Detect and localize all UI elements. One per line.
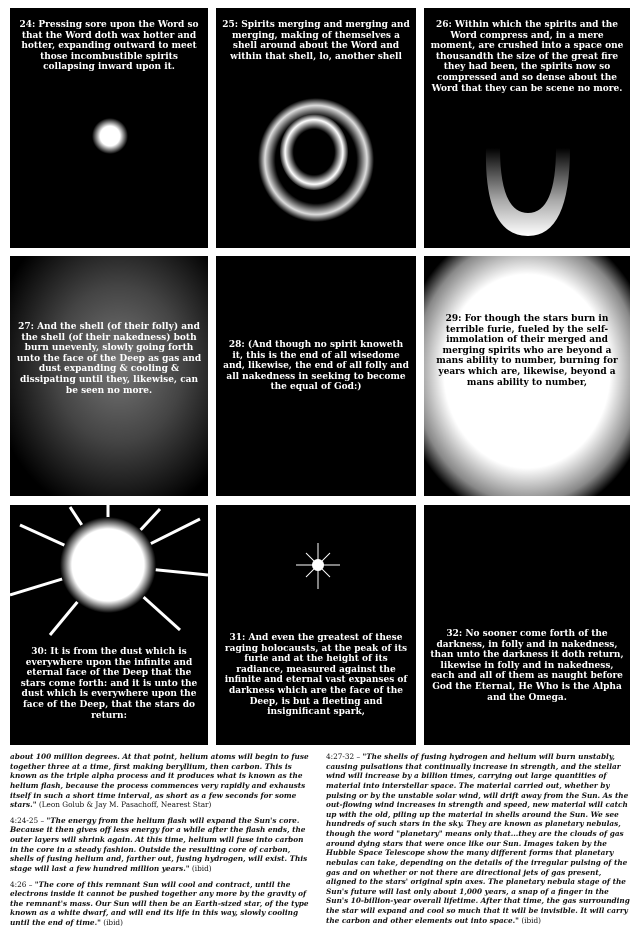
panel-31 xyxy=(216,505,416,745)
footnote-citation: (ibid) xyxy=(521,915,542,925)
panel-26-caption: 26: Within which the spirits and the Word compress and, in a mere moment, are crushed into a space one thousandth the size of the great fire they had been, the spirits now so compressed and so dense about the Word that they can be scene no more. xyxy=(430,20,624,94)
panel-31-caption: 31: And even the greatest of these raging holocausts, at the peak of its furie and at the height of its radiance, measured against the infinite and eternal vast expanses of darkness which are the face of the Deep, is but a fleeting and insignificant spark, xyxy=(224,633,408,718)
panel-27-caption: 27: And the shell (of their folly) and the shell (of their nakedness) both burn unevenly, slowly going forth unto the face of the Deep as gas and dust expanding & cooling & dissipating until they, likewise, can be seen no more. xyxy=(16,322,202,396)
panel-32-caption: 32: No sooner come forth of the darkness, in folly and in nakedness, than unto the darkness it doth return, likewise in folly and in nakedness, each and all of them as naught before God the Eternal, He Who is the Alpha and the Omega. xyxy=(430,629,624,703)
footnotes-left-column xyxy=(10,752,310,934)
panel-26 xyxy=(424,8,630,248)
panel-25-caption: 25: Spirits merging and merging and merging, making of themselves a shell around about the Word and within that shell, lo, another shell xyxy=(222,20,410,62)
footnote-text: "The core of this remnant Sun will cool and contract, until the electrons inside it cannot be pushed together any more by the gravity of the remnant's mass. Our Sun will then be an Earth-sized star, of the type known as a white dwarf, and will end its life in this way, slowly cooling until the end of time." xyxy=(10,879,309,927)
panel-28 xyxy=(216,256,416,496)
panel-30-caption: 30: It is from the dust which is everywhere upon the infinite and eternal face of the Deep that the stars come forth: and it is unto the dust which is everywhere upon the face of the Deep, that the stars do return: xyxy=(20,647,198,721)
footnote-citation: (Leon Golub & Jay M. Pasachoff, Nearest Star) xyxy=(38,800,212,810)
footnote-citation: (ibid) xyxy=(191,863,212,873)
panel-24-caption: 24: Pressing sore upon the Word so that the Word doth wax hotter and hotter, expanding outward to meet those incombustible spirits collapsing inward upon it. xyxy=(19,20,199,73)
panel-25 xyxy=(216,8,416,248)
panel-32 xyxy=(424,505,630,745)
footnote-text: "The energy from the helium flash will expand the Sun's core. Because it then gives off less energy for a while after the flash ends, the outer layers will shrink again. At this time, helium will fuse into carbon in the core in a steady fashion. Outside the resulting core of carbon, shells of fusing helium and, farther out, fusing hydrogen, will exist. This stage will last a few hundred million years." xyxy=(10,815,308,873)
footnote-text: "The shells of fusing hydrogen and helium will burn unstably, causing pulsations that continually increase in strength, and the stellar wind will increase by a billion times, carrying out large quantities of material into interstellar space. The material carried out, whether by pulsing or by the unstable solar wind, will drift away from the Sun. As the out-flowing wind increases in strength and speed, new material will catch up with the old, piling up the material in shells around the Sun. We see hundreds of such stars in the sky. They are known as planetary nebulas, though the word "planetary" means only that...they are the clouds of gas around dying stars that were once like our Sun. Images taken by the Hubble Space Telescope show the many different forms that planetary nebulas can take, depending on the details of the irregular pulsing of the gas and on whether or not there are directional jets of gas present, aligned to the stars' original spin axes. The planetary nebula stage of the Sun's future will last only about 1,000 years, a snap of a finger in the Sun's 10-billion-year overall lifetime. After that time, the gas surrounding the star will expand and cool so much that it will be invisible. It will carry the carbon and other elements out into space." xyxy=(326,752,630,925)
footnote-text: about 100 million degrees. At that point, helium atoms will begin to fuse together three at a time, first making beryllium, then carbon. This is known as the triple alpha process and it produces what is known as the helium flash, because the process commences very rapidly and exhausts itself in such a short time interval, as short as a few seconds for some stars." xyxy=(10,752,309,810)
footnote xyxy=(326,752,630,925)
footnote-ref: 4:26 – xyxy=(10,879,33,889)
footnotes-right-column xyxy=(326,752,630,931)
panel-28-caption: 28: (And though no spirit knoweth it, this is the end of all wisedome and, likewise, the end of all folly and all nakedness in seeking to become the equal of God:) xyxy=(223,340,409,393)
panel-30 xyxy=(10,505,208,745)
footnote xyxy=(10,816,310,874)
panel-29 xyxy=(424,256,630,496)
footnote-citation: (ibid) xyxy=(103,918,123,927)
footnote-ref: 4:27-32 – xyxy=(326,752,361,761)
panel-29-caption: 29: For though the stars burn in terrible furie, fueled by the self-immolation of their merged and merging spirits who are beyond a mans ability to number, burning for years which are, likewise, beyond a mans ability to number, xyxy=(436,314,618,388)
footnote xyxy=(10,752,310,810)
panel-27 xyxy=(10,256,208,496)
footnotes xyxy=(10,752,630,936)
panel-24 xyxy=(10,8,208,248)
footnote xyxy=(10,880,310,928)
footnote-ref: 4:24-25 – xyxy=(10,815,45,825)
